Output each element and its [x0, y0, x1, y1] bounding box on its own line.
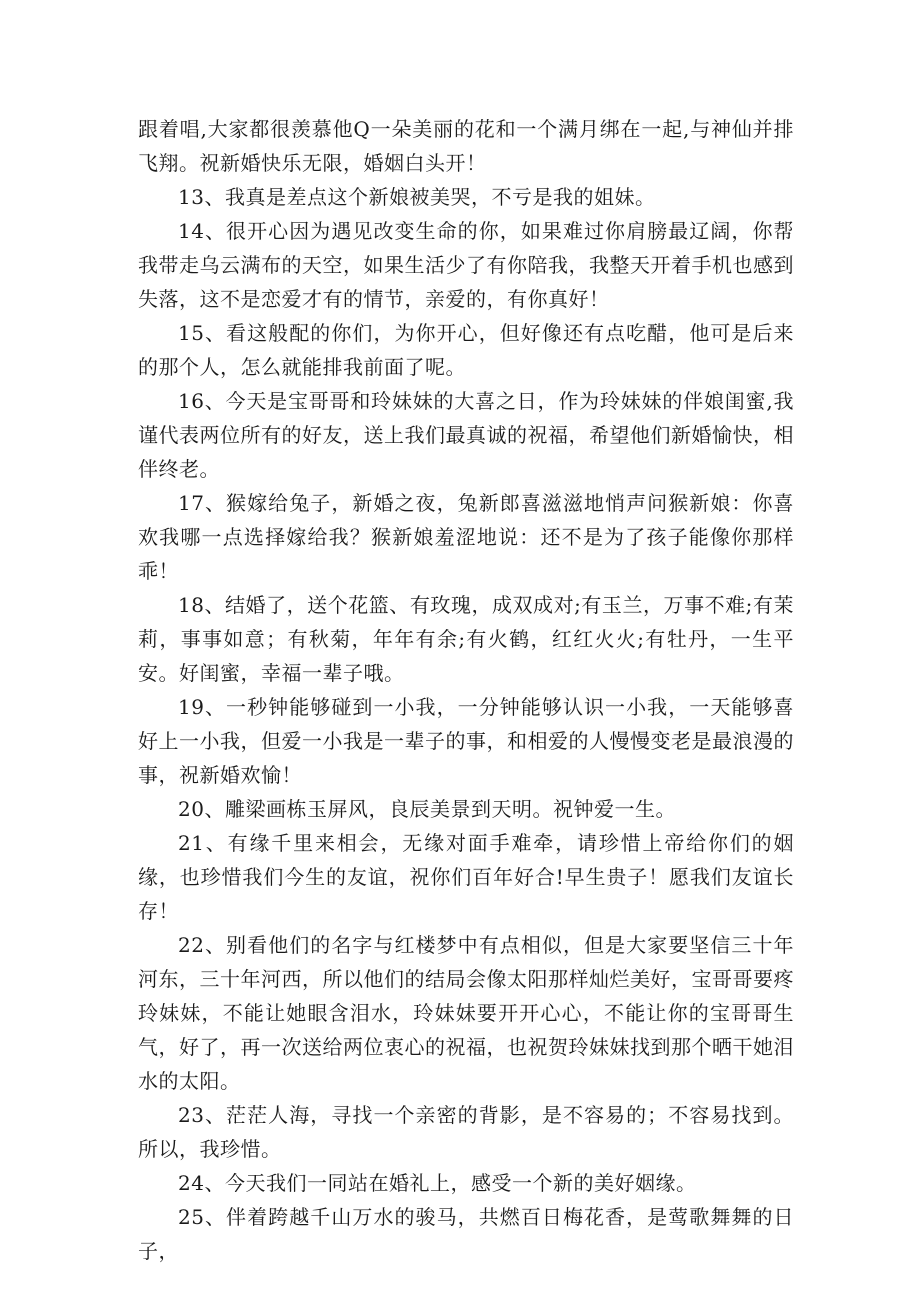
paragraph-24: 24、今天我们一同站在婚礼上，感受一个新的美好姻缘。	[178, 1171, 697, 1195]
document-page	[138, 112, 794, 1268]
paragraph-14: 14、很开心因为遇见改变生命的你，如果难过你肩膀最辽阔，你帮我带走乌云满布的天空，如果生活少了有你陪我，我整天开着手机也感到失落，这不是恋爱才有的情节，亲爱的，有你真好！	[138, 219, 794, 311]
paragraph-23: 23、茫茫人海，寻找一个亲密的背影，是不容易的；不容易找到。所以，我珍惜。	[138, 1103, 794, 1161]
paragraph-13: 13、我真是差点这个新娘被美哭，不亏是我的姐妹。	[178, 185, 656, 209]
paragraph-25: 25、伴着跨越千山万水的骏马，共燃百日梅花香，是莺歌舞舞的日子，	[138, 1205, 794, 1263]
paragraph-16: 16、今天是宝哥哥和玲妹妹的大喜之日，作为玲妹妹的伴娘闺蜜,我谨代表两位所有的好友，送上我们最真诚的祝福，希望他们新婚愉快，相伴终老。	[138, 389, 794, 481]
paragraph-22: 22、别看他们的名字与红楼梦中有点相似，但是大家要坚信三十年河东，三十年河西，所以他们的结局会像太阳那样灿烂美好，宝哥哥要疼玲妹妹，不能让她眼含泪水，玲妹妹要开开心心，不能让你的宝哥哥生气，好了，再一次送给两位衷心的祝福，也祝贺玲妹妹找到那个晒干她泪水的太阳。	[138, 933, 794, 1093]
paragraph-19: 19、一秒钟能够碰到一小我，一分钟能够认识一小我，一天能够喜好上一小我，但爱一小我是一辈子的事，和相爱的人慢慢变老是最浪漫的事，祝新婚欢愉！	[138, 695, 794, 787]
paragraph-21: 21、有缘千里来相会，无缘对面手难牵，请珍惜上帝给你们的姻缘，也珍惜我们今生的友谊，祝你们百年好合!早生贵子！愿我们友谊长存！	[138, 831, 794, 923]
paragraph-17: 17、猴嫁给兔子，新婚之夜，兔新郎喜滋滋地悄声问猴新娘：你喜欢我哪一点选择嫁给我？猴新娘羞涩地说：还不是为了孩子能像你那样乖！	[138, 491, 794, 583]
paragraph-18: 18、结婚了，送个花篮、有玫瑰，成双成对;有玉兰，万事不难;有茉莉，事事如意；有秋菊，年年有余;有火鹤，红红火火;有牡丹，一生平安。好闺蜜，幸福一辈子哦。	[138, 593, 794, 685]
paragraph-20: 20、雕梁画栋玉屏风，良辰美景到天明。祝钟爱一生。	[178, 797, 676, 821]
paragraph-15: 15、看这般配的你们，为你开心，但好像还有点吃醋，他可是后来的那个人，怎么就能排我前面了呢。	[138, 321, 794, 379]
paragraph-continued: 跟着唱,大家都很羡慕他Q一朵美丽的花和一个满月绑在一起,与神仙并排飞翔。祝新婚快乐无限，婚姻白头开！	[138, 117, 794, 175]
